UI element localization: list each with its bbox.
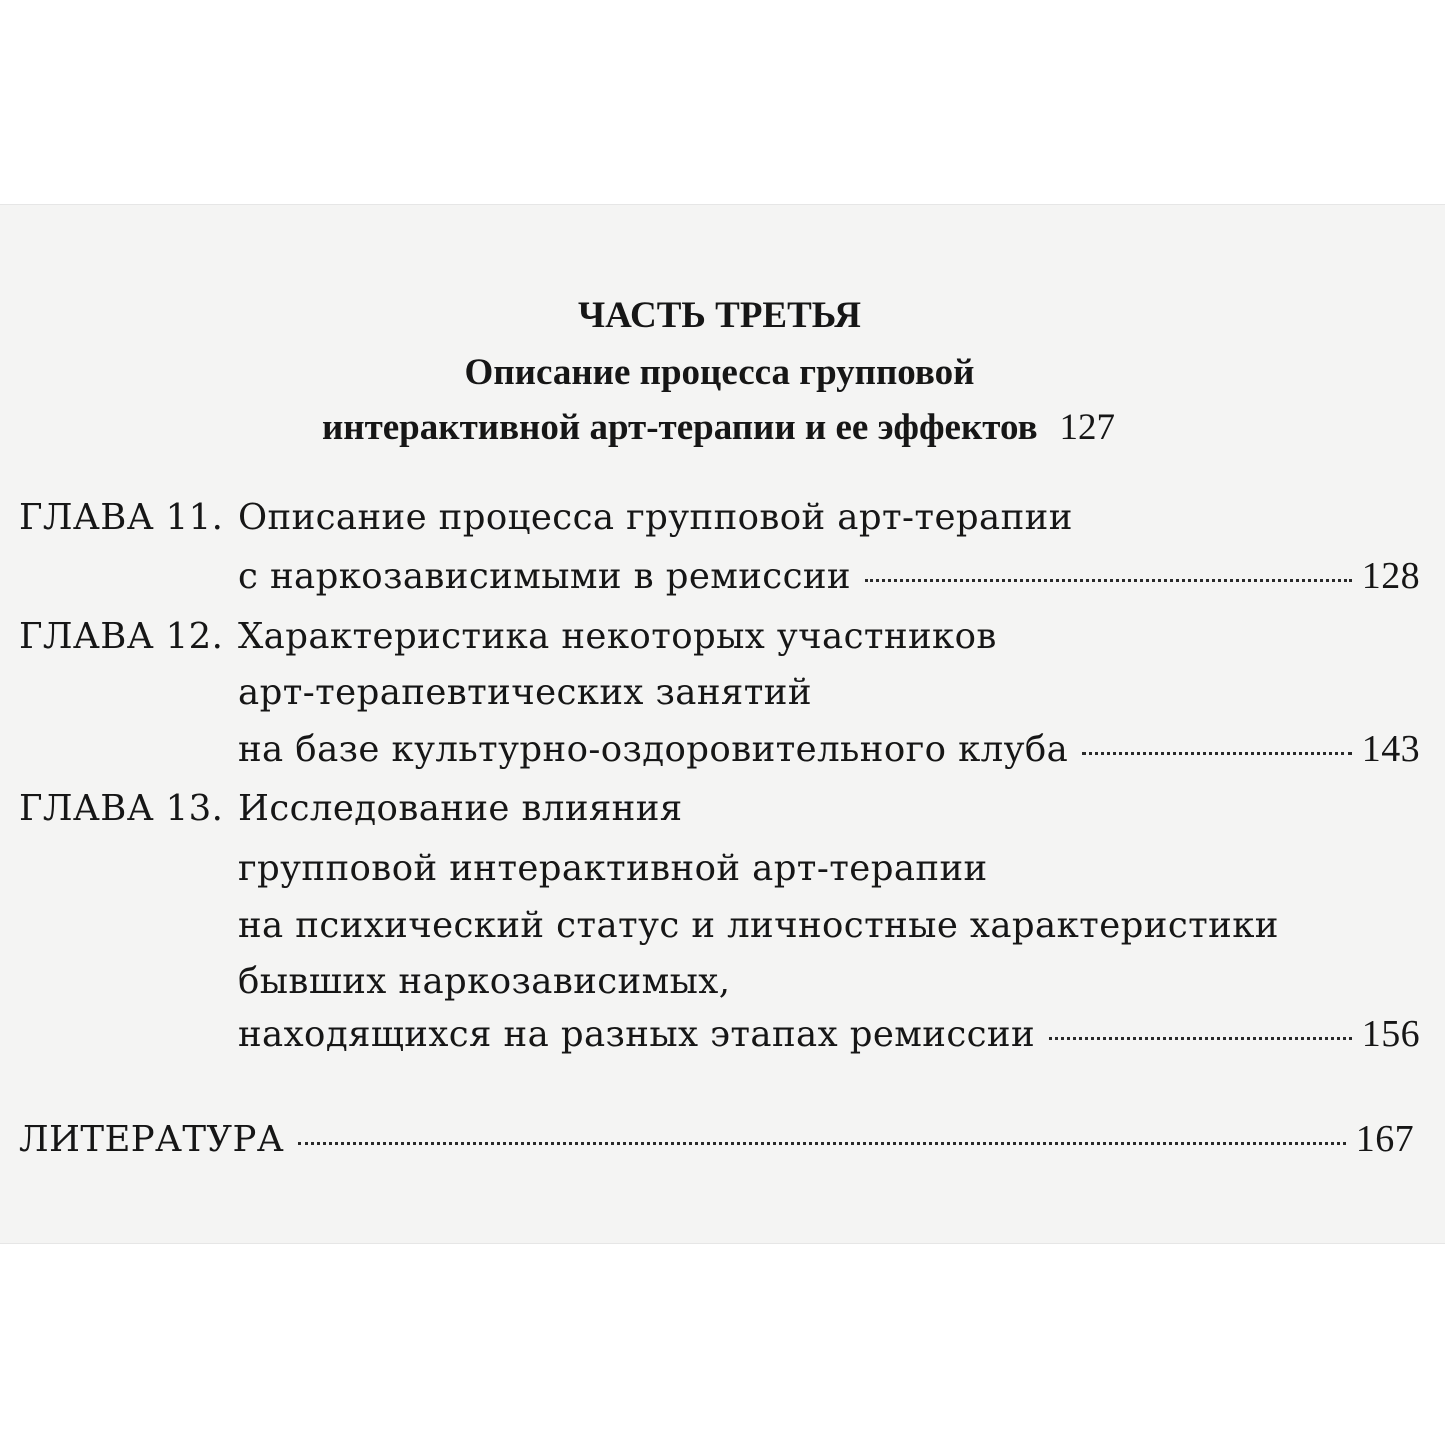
chapter-13-line-1: Исследование влияния <box>238 788 683 829</box>
part-subtitle-line-2 <box>0 400 1441 455</box>
literature-entry[interactable] <box>19 1110 1414 1169</box>
chapter-12-label: ГЛАВА 12. <box>19 616 224 657</box>
chapter-11-entry[interactable] <box>238 547 1420 606</box>
leader-dots <box>1082 752 1352 755</box>
part-title: ЧАСТЬ ТРЕТЬЯ <box>578 295 861 336</box>
chapter-11-page-number: 128 <box>1361 555 1420 597</box>
leader-dots <box>1049 1037 1352 1040</box>
literature-page-number: 167 <box>1355 1118 1414 1160</box>
chapter-12-line-1: Характеристика некоторых участников <box>238 616 997 657</box>
part-subtitle-line-1: Описание процесса групповой <box>464 352 975 393</box>
part-page-number: 127 <box>1059 407 1116 448</box>
leader-dots <box>865 579 1352 582</box>
chapter-12-line-3: на базе культурно-оздоровительного клуба <box>238 729 1069 770</box>
chapter-12-line-2: арт-терапевтических занятий <box>238 672 812 713</box>
chapter-13-entry[interactable] <box>238 1005 1420 1064</box>
chapter-11-label: ГЛАВА 11. <box>19 497 224 538</box>
chapter-13-page-number: 156 <box>1361 1013 1420 1055</box>
part-subtitle-line-2-text: интерактивной арт-терапии и ее эффектов <box>321 407 1038 448</box>
chapter-13-line-5: находящихся на разных этапах ремиссии <box>238 1014 1036 1055</box>
chapter-12-entry[interactable] <box>238 720 1420 779</box>
literature-label: ЛИТЕРАТУРА <box>19 1119 285 1160</box>
leader-dots <box>298 1142 1346 1145</box>
chapter-13-label: ГЛАВА 13. <box>19 788 224 829</box>
chapter-13-line-3: на психический статус и личностные характеристики <box>238 905 1279 946</box>
chapter-11-line-2: с наркозависимыми в ремиссии <box>238 556 851 597</box>
chapter-13-line-4: бывших наркозависимых, <box>238 961 731 1002</box>
chapter-11-line-1: Описание процесса групповой арт-терапии <box>238 497 1073 538</box>
chapter-13-line-2: групповой интерактивной арт-терапии <box>238 848 988 889</box>
chapter-12-page-number: 143 <box>1361 728 1420 770</box>
